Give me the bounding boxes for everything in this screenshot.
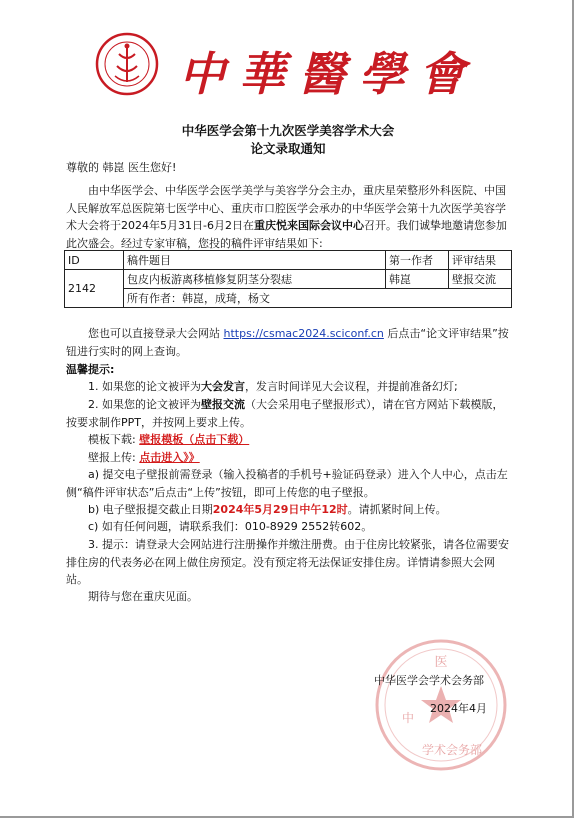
tip1-post: ，发言时间详见大会议程，并提前准备幻灯;	[245, 380, 458, 393]
svg-text:医: 医	[434, 655, 448, 670]
brand-calligraphy: 中華醫學會	[179, 47, 479, 101]
step-b	[66, 501, 512, 519]
intro-part2: 召开。我们诚挚地邀请您参加此次盛会。经过专家审稿，您投的稿件评审结果如下:	[66, 219, 507, 250]
tip2-strong: 壁报交流	[201, 398, 245, 411]
tip-item-2	[66, 396, 512, 431]
review-results-table	[64, 250, 512, 308]
header-id: ID	[65, 251, 124, 270]
page-subtitle: 论文录取通知	[250, 141, 326, 156]
poster-upload-link[interactable]: 点击进入》》	[139, 451, 200, 464]
online-query-paragraph	[66, 325, 512, 360]
tip2-pre: 2. 如果您的论文被评为	[88, 398, 201, 411]
tips-heading: 温馨提示:	[66, 363, 115, 376]
template-download-link[interactable]: 壁报模板（点击下载）	[139, 433, 250, 446]
svg-text:学术会务部: 学术会务部	[422, 743, 483, 757]
signature-date: 2024年4月	[430, 702, 487, 715]
table-row-authors	[65, 289, 512, 308]
closing-line: 期待与您在重庆见面。	[88, 590, 198, 603]
header-title: 稿件题目	[124, 251, 386, 270]
step-b-post: 。请抓紧时间上传。	[347, 503, 447, 516]
step-c: c) 如有任何问题，请联系我们：010-8929 2552转602。	[88, 520, 373, 533]
header-first-author: 第一作者	[386, 251, 449, 270]
cell-title: 包皮内板游离移植修复阴茎分裂痣	[124, 270, 386, 289]
table-row	[65, 270, 512, 289]
cell-id: 2142	[65, 270, 124, 308]
deadline-date: 2024年5月29日中午12时	[212, 503, 348, 516]
letterhead	[95, 32, 479, 102]
intro-part1: 由中华医学会、中华医学会医学美学与美容学分会主办，重庆星荣整形外科医院、中国人民解放军总医院第七医学中心、重庆市口腔医学会承办的中华医学会第十九次医学美容学术大会将于2024年5月31日-6月2日在	[66, 184, 506, 232]
signature-org: 中华医学会学术会务部	[374, 674, 484, 687]
online-before: 您也可以直接登录大会网站	[88, 327, 224, 340]
poster-upload-line	[88, 449, 488, 467]
online-after: 后点击“论文评审结果”按钮进行实时的网上查询。	[66, 327, 509, 358]
template-label: 模板下载:	[88, 433, 136, 446]
intro-venue: 重庆悦来国际会议中心	[253, 219, 364, 232]
tip-item-3: 3. 提示：请登录大会网站进行注册操作并缴注册费。由于住房比较紧张，请各位需要安排住房的代表务必在网上做住房预定。没有预定将无法保证安排住房。详情请参照大会网站。	[66, 538, 509, 586]
template-download-line	[88, 431, 488, 449]
tip1-strong: 大会发言	[201, 380, 245, 393]
cell-result: 壁报交流	[449, 270, 512, 289]
step-a: a) 提交电子壁报前需登录（输入投稿者的手机号+验证码登录）进入个人中心，点击左侧“稿件评审状态”后点击“上传”按钮，即可上传您的电子壁报。	[66, 468, 508, 499]
cma-seal-logo	[95, 32, 159, 96]
header-result: 评审结果	[449, 251, 512, 270]
conference-website-link[interactable]: https://csmac2024.sciconf.cn	[223, 327, 384, 340]
tip-item-1	[66, 378, 512, 396]
upload-label: 壁报上传:	[88, 451, 136, 464]
cell-all-authors: 所有作者：韩崑，成琦，杨文	[124, 289, 512, 308]
svg-text:中: 中	[402, 711, 415, 725]
page-title: 中华医学会第十九次医学美容学术大会	[181, 123, 395, 138]
tip1-pre: 1. 如果您的论文被评为	[88, 380, 201, 393]
greeting: 尊敬的 韩崑 医生您好!	[66, 161, 177, 174]
tip2-post: （大会采用电子壁报形式），请在官方网站下载模版，按要求制作PPT，并按网上要求上传。	[66, 398, 504, 429]
intro-paragraph	[66, 182, 512, 252]
table-header-row	[65, 251, 512, 270]
step-b-pre: b) 电子壁报提交截止日期	[88, 503, 213, 516]
cell-first-author: 韩崑	[386, 270, 449, 289]
